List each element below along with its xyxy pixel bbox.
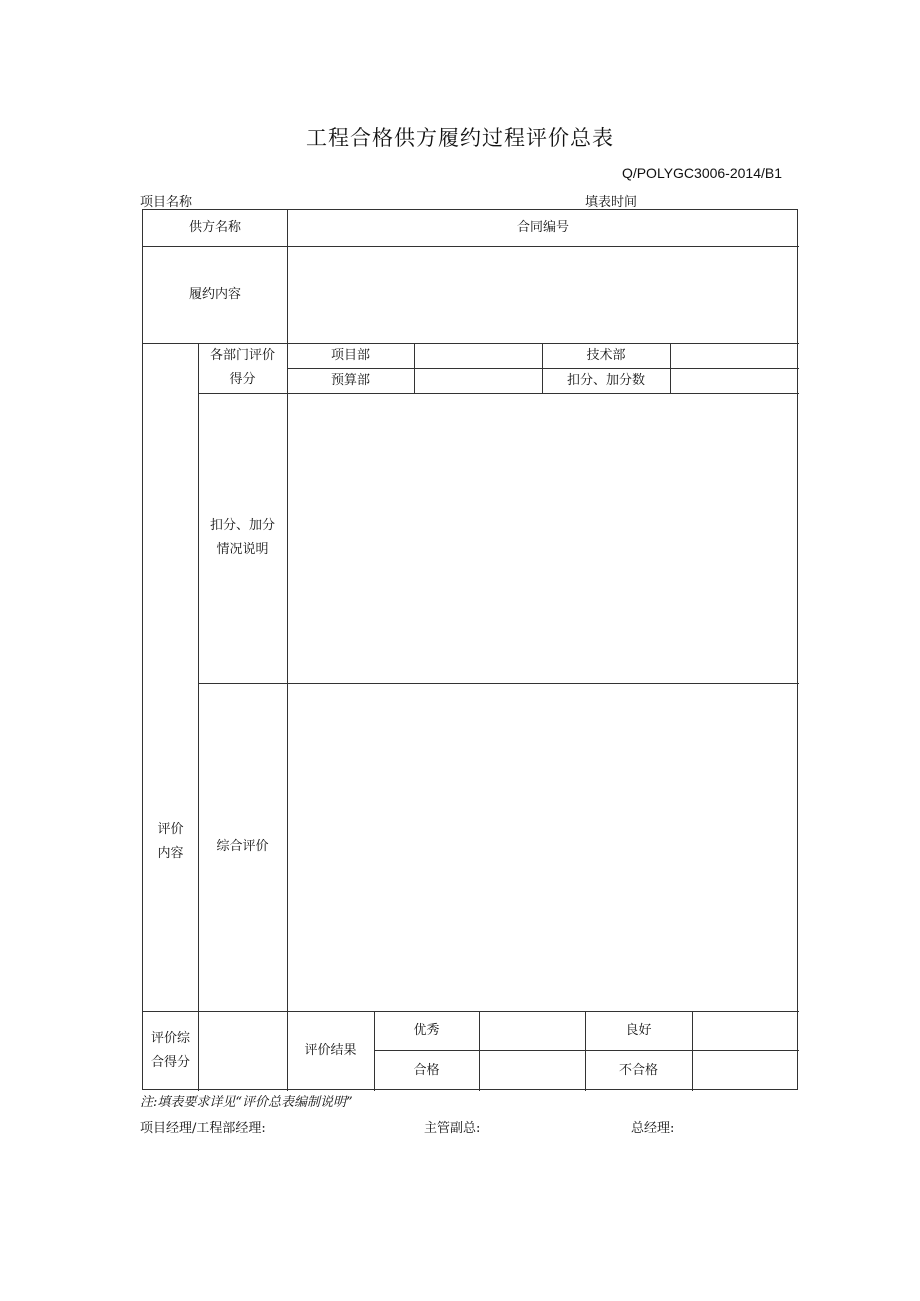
dept-project-score[interactable]	[414, 343, 542, 368]
grade-pass-checkbox[interactable]	[479, 1050, 585, 1091]
grade-pass-label: 合格	[413, 1062, 440, 1078]
comprehensive-eval-label: 综合评价	[216, 839, 269, 854]
comprehensive-eval-field[interactable]	[287, 683, 799, 1011]
performance-content-label: 履约内容	[188, 286, 241, 302]
contract-no-label: 合同编号	[516, 220, 569, 235]
grade-fail-label: 不合格	[618, 1062, 658, 1078]
grade-excellent-label: 优秀	[413, 1022, 440, 1038]
form-note: 注:填表要求详见“评价总表编制说明”	[140, 1095, 353, 1110]
gm-label: 总经理:	[631, 1121, 675, 1136]
evaluation-content-label: 评价 内容	[157, 822, 184, 861]
dept-score-label: 各部门评价 得分	[209, 348, 275, 387]
comprehensive-score-field[interactable]	[198, 1011, 287, 1091]
dept-project-label: 项目部	[330, 347, 370, 363]
deduct-add-score-field[interactable]	[670, 368, 799, 393]
deduct-add-score-label: 扣分、加分数	[566, 372, 645, 388]
project-name-label: 项目名称	[140, 195, 193, 210]
performance-content-field[interactable]	[287, 246, 799, 343]
supplier-name-label: 供方名称	[188, 220, 241, 235]
comprehensive-score-label: 评价综 合得分	[150, 1031, 190, 1070]
grade-good-label: 良好	[625, 1022, 652, 1038]
grade-excellent-checkbox[interactable]	[479, 1011, 585, 1050]
dept-tech-label: 技术部	[586, 347, 626, 363]
deduct-add-desc-label: 扣分、加分 情况说明	[209, 518, 275, 557]
project-manager-label: 项目经理/工程部经理:	[140, 1121, 266, 1136]
grade-good-checkbox[interactable]	[692, 1011, 799, 1050]
deduct-add-desc-field[interactable]	[287, 393, 799, 683]
document-code: Q/POLYGC3006-2014/B1	[621, 165, 782, 181]
eval-result-label: 评价结果	[304, 1043, 357, 1058]
dept-budget-score[interactable]	[414, 368, 542, 393]
page-title: 工程合格供方履约过程评价总表	[306, 126, 614, 150]
deputy-gm-label: 主管副总:	[424, 1121, 481, 1136]
evaluation-form	[142, 209, 798, 1090]
dept-tech-score[interactable]	[670, 343, 799, 368]
fill-time-label: 填表时间	[585, 195, 638, 210]
dept-budget-label: 预算部	[330, 372, 370, 388]
grade-fail-checkbox[interactable]	[692, 1050, 799, 1091]
